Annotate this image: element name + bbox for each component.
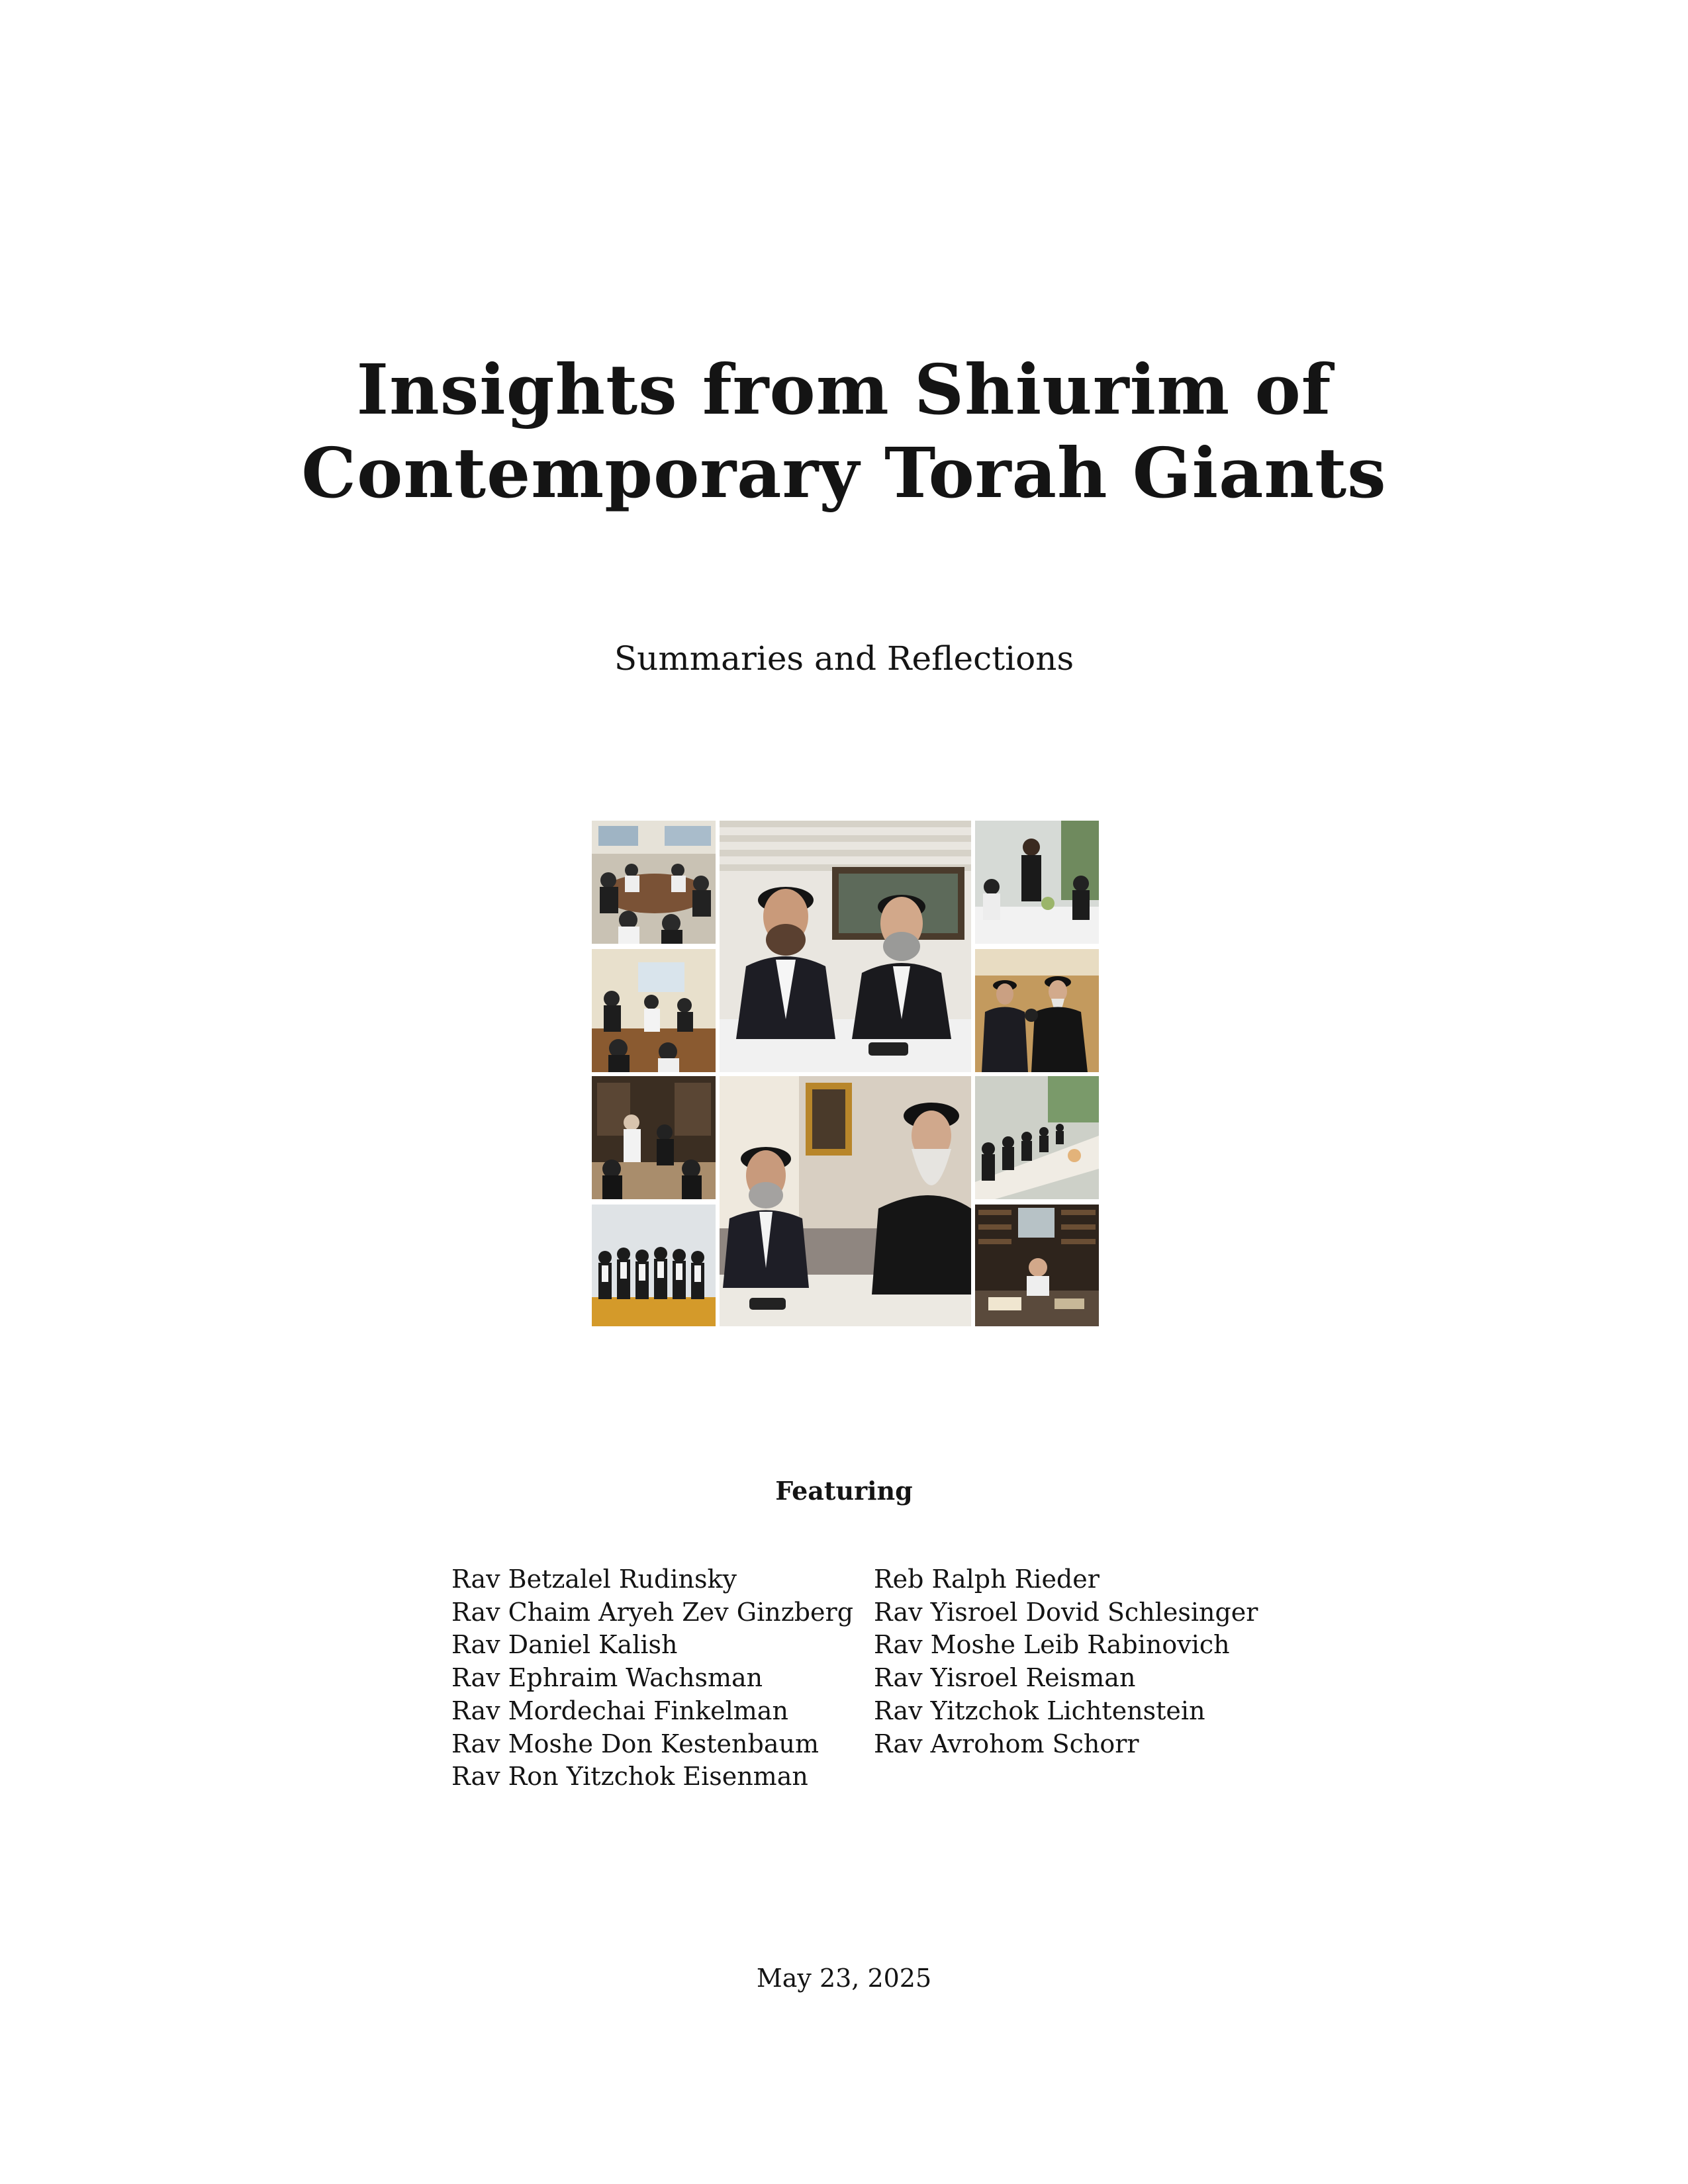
lecture-photo-icon (975, 821, 1099, 944)
publication-date: May 23, 2025 (756, 1964, 932, 1993)
featured-name: Rav Yitzchok Lichtenstein (874, 1696, 1205, 1725)
featured-name: Rav Ron Yitzchok Eisenman (451, 1762, 808, 1792)
portrait-photo-icon (720, 821, 971, 1072)
group-meeting-photo-icon (592, 821, 716, 944)
photo-classroom-table (592, 821, 716, 944)
document-subtitle: Summaries and Reflections (614, 639, 1074, 678)
photo-lecture-room (592, 949, 716, 1072)
featured-name: Rav Moshe Don Kestenbaum (451, 1729, 819, 1758)
photo-speaker-standing (975, 821, 1099, 944)
featured-name: Rav Mordechai Finkelman (451, 1696, 788, 1725)
photo-collage (592, 821, 1099, 1326)
featured-name: Rav Betzalel Rudinsky (451, 1565, 737, 1594)
photo-rabbis-greeting (975, 949, 1099, 1072)
title-line-2: Contemporary Torah Giants (301, 432, 1387, 514)
featured-name: Rav Yisroel Dovid Schlesinger (874, 1597, 1258, 1627)
featured-name: Reb Ralph Rieder (874, 1565, 1100, 1594)
document-title (0, 348, 1688, 515)
group-meeting-photo-icon (975, 1076, 1099, 1199)
photo-group-standing (592, 1205, 716, 1326)
lecture-photo-icon (592, 949, 716, 1072)
group-photo-icon (592, 1076, 716, 1199)
photo-sofa-conversation (720, 1076, 971, 1326)
featured-name: Rav Daniel Kalish (451, 1630, 678, 1660)
group-photo-icon (975, 949, 1099, 1072)
featuring-label: Featuring (775, 1476, 913, 1506)
featured-name: Rav Chaim Aryeh Zev Ginzberg (451, 1597, 854, 1627)
featured-name: Rav Moshe Leib Rabinovich (874, 1630, 1230, 1660)
group-photo-icon (592, 1205, 716, 1326)
featured-name: Rav Ephraim Wachsman (451, 1663, 763, 1693)
portrait-photo-icon (720, 1076, 971, 1326)
photo-long-table (975, 1076, 1099, 1199)
library-photo-icon (975, 1205, 1099, 1326)
photo-study-hall (592, 1076, 716, 1199)
featured-name: Rav Yisroel Reisman (874, 1663, 1136, 1693)
featured-names-left-column (451, 1563, 853, 1794)
photo-library-desk (975, 1205, 1099, 1326)
photo-two-rabbis-seated (720, 821, 971, 1072)
title-line-1: Insights from Shiurim of (356, 349, 1332, 430)
featured-names-right-column (874, 1563, 1258, 1760)
featured-name: Rav Avrohom Schorr (874, 1729, 1139, 1758)
